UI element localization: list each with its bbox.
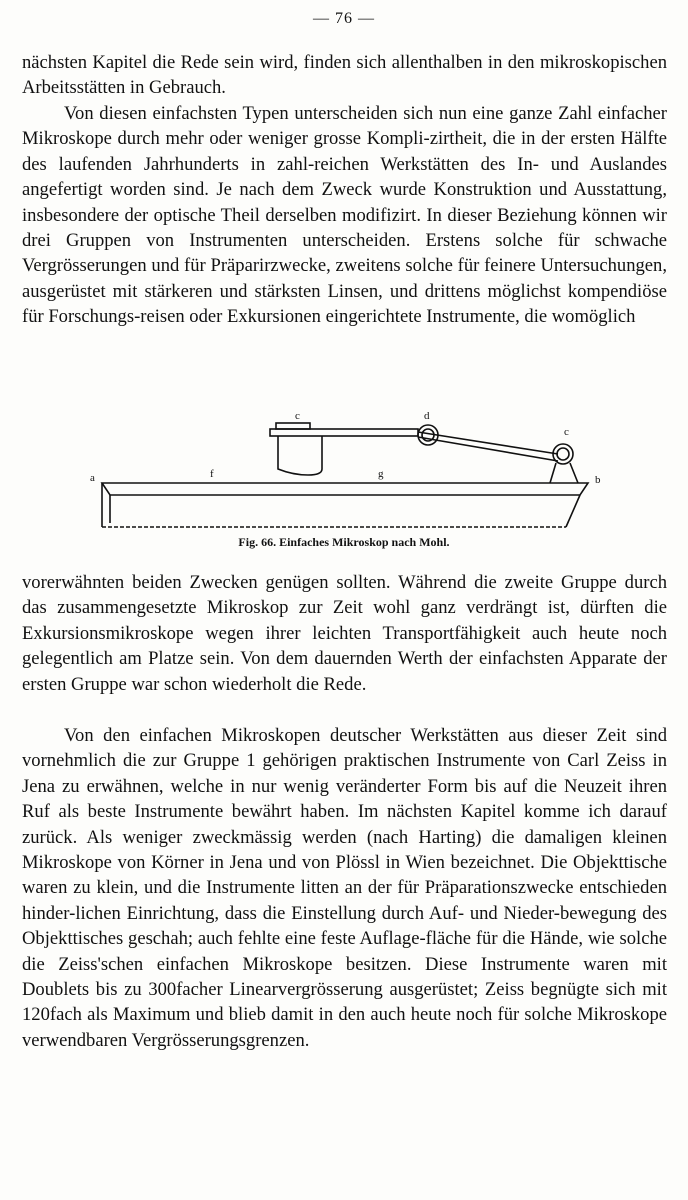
- label-g: g: [378, 468, 384, 480]
- label-c-right: c: [564, 426, 569, 438]
- figure-caption: Fig. 66. Einfaches Mikroskop nach Mohl.: [238, 535, 450, 549]
- base-inner-right: [566, 495, 580, 527]
- paragraph-4: Von den einfachen Mikroskopen deutscher Werkstätten aus dieser Zeit sind vornehmlich die zur Gruppe 1 gehörigen praktischen Instrumente von Carl Zeiss in Jena zu erwähnen, welche in nur wenig veränderter Form bis auf die Neuzeit ihren Ruf als beste Instrumente bewährt haben. Im nächsten Kapitel komme ich darauf zurück. Als weniger zweckmässig werden (nach Harting) die damaligen kleinen Mikroskope von Körner in Jena und von Plössl in Wien bezeichnet. Die Objekttische waren zu klein, und die Instrumente litten an der für Präparationszwecke entschieden hinder-lichen Einrichtung, dass die Einstellung durch Auf- und Nieder-bewegung des Objekttisches geschah; auch fehlte eine feste Auflage-fläche für die Hände, wie solche die Zeiss'schen einfachen Mikroskope besitzen. Diese Instrumente waren mit Doublets bis zu 300facher Linearvergrösserung ausgerüstet; Zeiss begnügte sich mit 120fach als Maximum und blieb damit in den auch heute noch für solche Mikroskope verwendbaren Vergrösserungsgrenzen.: [22, 725, 667, 1051]
- stage-plate: [270, 429, 418, 436]
- label-b: b: [595, 474, 601, 486]
- arm-line: [418, 432, 558, 454]
- lens-holder: [276, 423, 310, 429]
- label-c-top: c: [295, 410, 300, 422]
- label-a: a: [90, 472, 95, 484]
- label-d: d: [424, 410, 430, 422]
- paragraph-1: nächsten Kapitel die Rede sein wird, finden sich allenthalben in den mikroskopischen Arbeitsstätten in Gebrauch.: [22, 52, 667, 99]
- joint-c-inner: [557, 448, 569, 460]
- paragraph-3: vorerwähnten beiden Zwecken genügen sollten. Während die zweite Gruppe durch das zusammengesetzte Mikroskop zur Zeit wohl ganz verdrängt ist, dürften die Exkursionsmikroskope wegen ihrer leichten Transportfähigkeit auch heute noch gelegentlich am Platze sein. Von dem dauernden Werth der einfachsten Apparate der ersten Gruppe war schon wiederholt die Rede.: [22, 572, 667, 695]
- paragraph-2: Von diesen einfachsten Typen unterscheiden sich nun eine ganze Zahl einfacher Mikroskope durch mehr oder weniger grosse Kompli-zirtheit, die in der ersten Hälfte des laufenden Jahrhunderts in zahl-reichen Werkstätten des In- und Auslandes angefertigt worden sind. Je nach dem Zweck wurde Konstruktion und Ausstattung, insbesondere der optische Theil derselben modifizirt. In dieser Beziehung können wir drei Gruppen von Instrumenten unterscheiden. Erstens solche für schwache Vergrösserungen und für Präparirzwecke, zweitens solche für feinere Untersuchungen, ausgerüstet mit stärkeren und stärksten Linsen, und drittens möglichst kompendiöse für Forschungs-reisen oder Exkursionen eingerichtete Instrumente, die womöglich: [22, 103, 667, 328]
- page-number: — 76 —: [313, 10, 375, 27]
- base-top: [102, 483, 588, 495]
- label-f: f: [210, 468, 214, 480]
- arm-line-lower: [418, 437, 558, 461]
- support-post: [550, 463, 578, 483]
- microscope-figure: [88, 405, 608, 555]
- lens-cup: [278, 436, 322, 475]
